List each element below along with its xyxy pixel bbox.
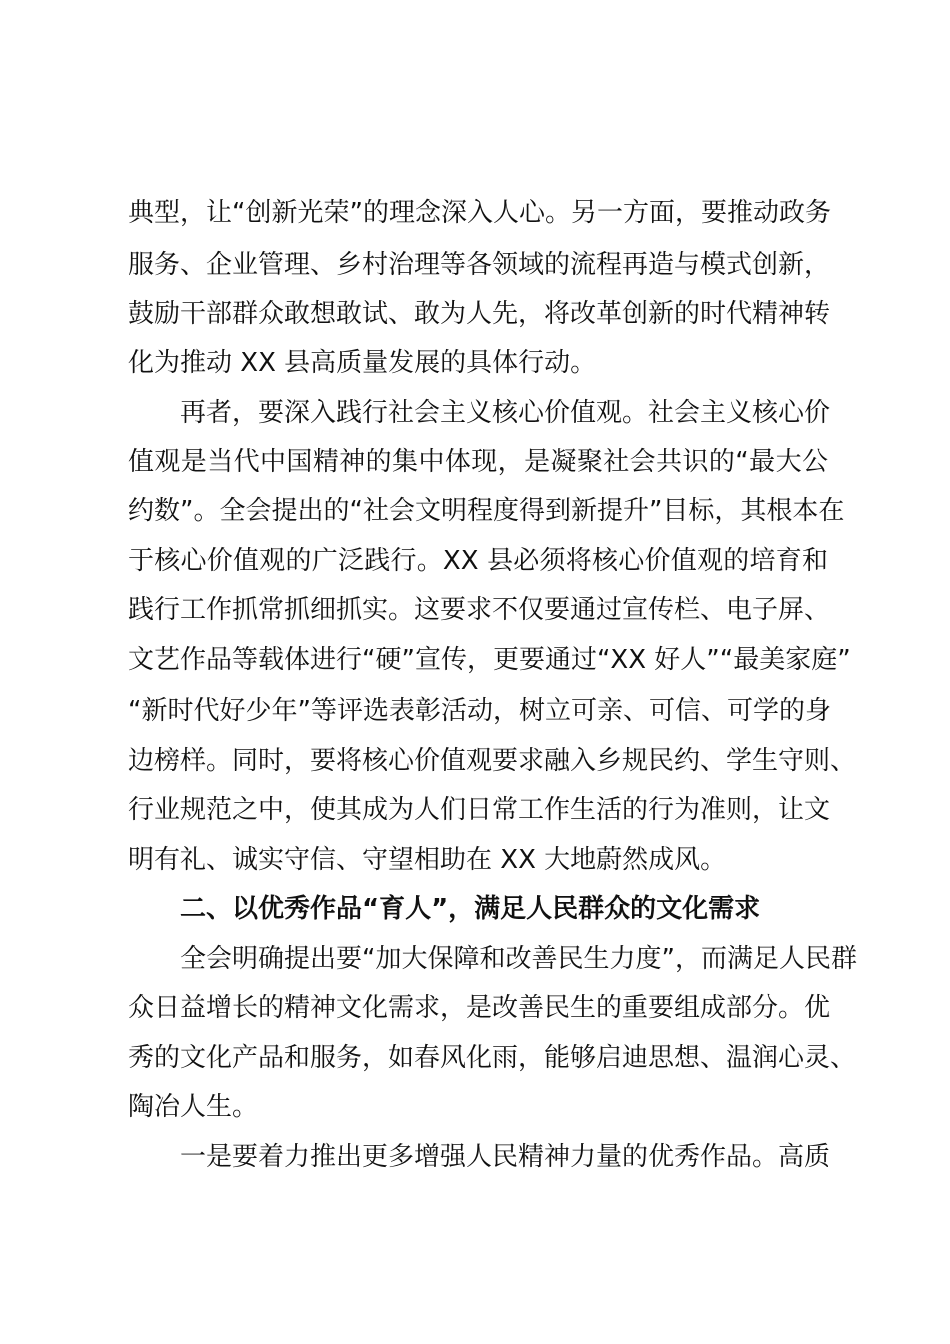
text-line: 行业规范之中，使其成为人们日常工作生活的行为准则，让文 bbox=[128, 795, 831, 825]
section-heading: 二、以优秀作品“育人”，满足人民群众的文化需求 bbox=[180, 894, 761, 924]
text-line: 边榜样。同时，要将核心价值观要求融入乡规民约、学生守则、 bbox=[128, 746, 857, 776]
text-line: 践行工作抓常抓细抓实。这要求不仅要通过宣传栏、电子屏、 bbox=[128, 595, 831, 625]
text-line: 秀的文化产品和服务，如春风化雨，能够启迪思想、温润心灵、 bbox=[128, 1043, 857, 1073]
text-line: 服务、企业管理、乡村治理等各领域的流程再造与模式创新， bbox=[128, 250, 831, 280]
text-line: 众日益增长的精神文化需求，是改善民生的重要组成部分。优 bbox=[128, 993, 831, 1023]
text-line: 约数”。全会提出的“社会文明程度得到新提升”目标，其根本在 bbox=[128, 496, 845, 526]
text-line: “新时代好少年”等评选表彰活动，树立可亲、可信、可学的身 bbox=[128, 696, 831, 726]
paragraph-first-line: 一是要着力推出更多增强人民精神力量的优秀作品。高质 bbox=[180, 1142, 831, 1172]
text-line: 陶冶人生。 bbox=[128, 1092, 259, 1122]
text-line: 文艺作品等载体进行“硬”宣传，更要通过“XX 好人”“最美家庭” bbox=[128, 645, 851, 675]
text-line: 值观是当代中国精神的集中体现，是凝聚社会共识的“最大公 bbox=[128, 447, 828, 477]
text-line: 化为推动 XX 县高质量发展的具体行动。 bbox=[128, 348, 597, 378]
text-line: 典型，让“创新光荣”的理念深入人心。另一方面，要推动政务 bbox=[128, 198, 831, 228]
text-line: 明有礼、诚实守信、守望相助在 XX 大地蔚然成风。 bbox=[128, 845, 727, 875]
paragraph-first-line: 再者，要深入践行社会主义核心价值观。社会主义核心价 bbox=[180, 398, 831, 428]
text-line: 于核心价值观的广泛践行。XX 县必须将核心价值观的培育和 bbox=[128, 546, 828, 576]
paragraph-first-line: 全会明确提出要“加大保障和改善民生力度”，而满足人民群 bbox=[180, 944, 857, 974]
text-line: 鼓励干部群众敢想敢试、敢为人先，将改革创新的时代精神转 bbox=[128, 299, 831, 329]
